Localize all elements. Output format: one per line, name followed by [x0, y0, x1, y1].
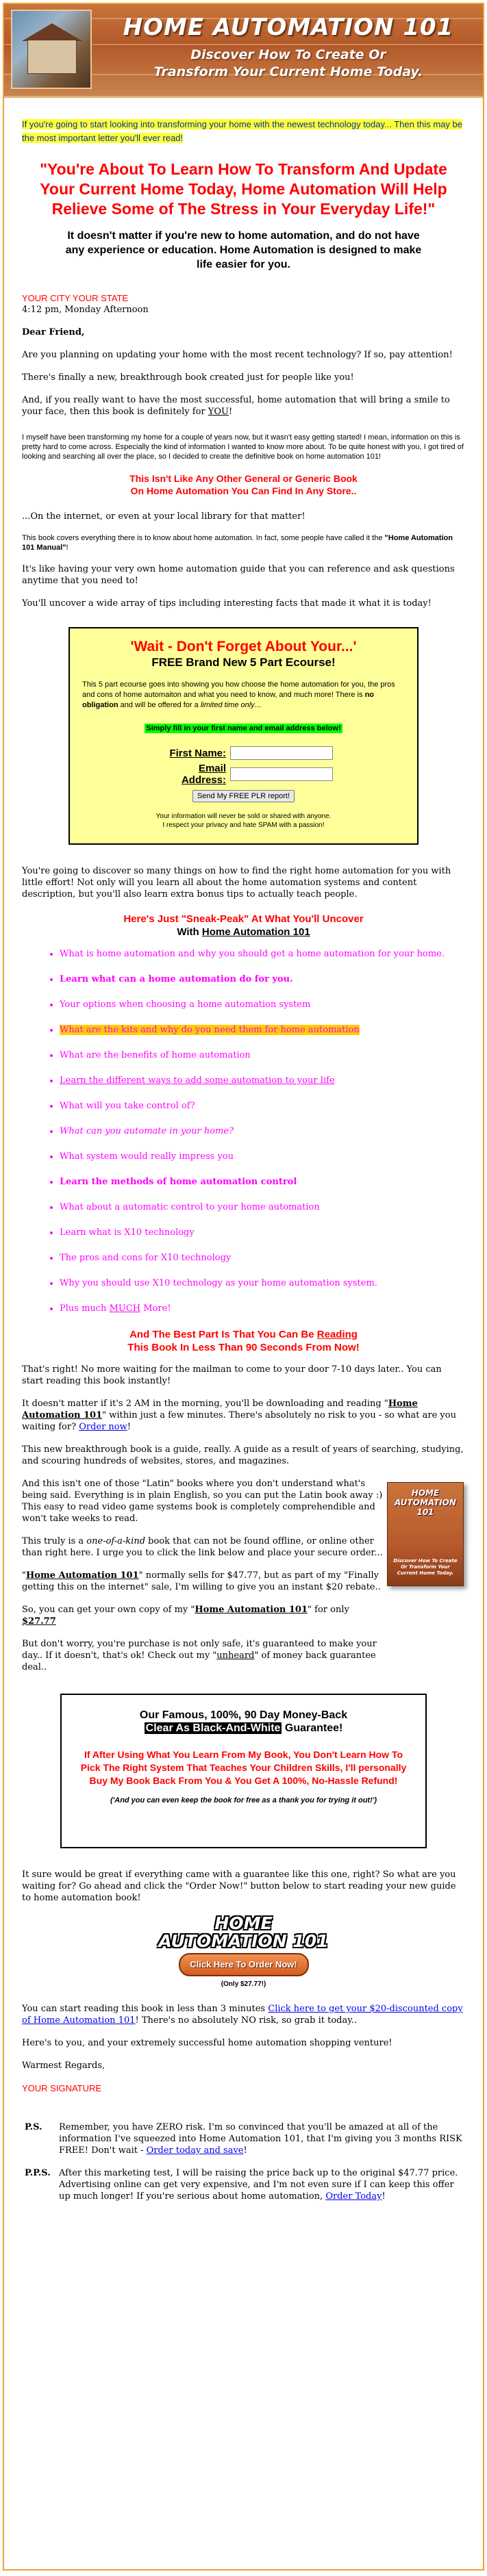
product-name: Home Automation 101: [25, 1570, 139, 1581]
paragraph: [22, 1535, 383, 1559]
product-name: Home Automation 101: [22, 1399, 418, 1420]
header-house-image: [11, 10, 92, 89]
pps-block: [22, 2167, 465, 2202]
paragraph: That's right! No more waiting for the mailman to come to your door 7-10 days later.. You can start reading this book instantly!: [22, 1364, 442, 1386]
ps-block: [22, 2121, 465, 2156]
text-span: But don't worry, you're purchase is not only safe, it's guaranteed to make your day.. If it doesn't, that's ok! Check out my ": [22, 1639, 377, 1661]
paragraph: It sure would be great if everything came with a guarantee like this one, right? So what are you waiting for? Go ahead and click the "Order Now!" button below to start reading your new guide to home automation book!: [22, 1870, 456, 1903]
text-span: With: [177, 926, 202, 938]
text-span: !: [243, 2145, 247, 2156]
email-row: [82, 763, 405, 786]
list-item: • Learn what is X10 technology: [60, 1227, 465, 1238]
intro-highlight: If you're going to start looking into transforming your home with the newest technology today... Then this may be the most important letter you'll ever read!: [22, 119, 462, 143]
text-span: Remember, you have ZERO risk. I'm so convinced that you'll be amazed at all of the information I've squeezed into Home Automation 101, that I'm giving you 3 months RISK FREE! Don't wait -: [59, 2122, 462, 2156]
text-span: !: [382, 2191, 386, 2202]
emphasis-you: YOU: [208, 407, 229, 417]
list-item-highlight: What are the kits and why do you need them for home automation: [60, 1025, 360, 1035]
paragraph: You're going to discover so many things on how to find the right home automation for you with little effort! Not only will you learn all about the home automation systems and content description, but you'll also learn extra bonus tips to actually teach people.: [22, 866, 451, 900]
guarantee-box: [60, 1694, 427, 1848]
first-name-row: [82, 746, 405, 760]
greeting: Dear Friend,: [22, 327, 85, 337]
not-like-heading: [22, 472, 465, 497]
paragraph: And this isn't one of those "Latin" books where you don't understand what's being said. Everything is in plain English, so you can put the Latin book away :) This easy to read video game systems book is completely comprehendible and won't take weeks to read.: [22, 1479, 383, 1524]
location: YOUR CITY YOUR STATE: [22, 293, 129, 303]
list-item: • Your options when choosing a home automation system: [60, 999, 465, 1010]
list-item: • Learn what can a home automation do for you.: [60, 973, 465, 985]
list-item: • What about a automatic control to your home automation: [60, 1201, 465, 1213]
sub-headline: It doesn't matter if you're new to home automation, and do not have any experience or education. Home Automation is designed to make life easier for you.: [65, 230, 422, 270]
list-item: [60, 1303, 465, 1314]
intro-block: [22, 117, 465, 144]
signature: YOUR SIGNATURE: [22, 2083, 102, 2093]
small-paragraph: [22, 533, 465, 552]
discount-order-link[interactable]: Click here to get your $20-discounted copy of Home Automation 101: [22, 2004, 463, 2026]
text-span: !: [66, 544, 68, 552]
header-banner: [4, 4, 483, 98]
not-like-line: On Home Automation You Can Find In Any Store..: [130, 485, 357, 496]
list-item: • Learn the methods of home automation control: [60, 1176, 465, 1188]
house-body-shape: [27, 40, 77, 74]
text-span: And The Best Part Is That You Can Be: [129, 1329, 317, 1340]
header-subtitle-line: Transform Your Current Home Today.: [153, 64, 423, 79]
privacy-line: I respect your privacy and hate SPAM with a passion!: [162, 821, 325, 829]
book-cover-tagline: Discover How To Create Or Transform Your Current Home Today.: [393, 1558, 458, 1576]
text-span: " normally sells for $47.77, but as part of my "Finally getting this on the internet" sale, I'm willing to give you an instant $20 rebate..: [22, 1570, 381, 1592]
text-span: " for only: [308, 1605, 349, 1615]
list-item: • What will you take control of?: [60, 1100, 465, 1112]
sneak-peek-line: [22, 926, 465, 939]
best-part-line: This Book In Less Than 90 Seconds From Now!: [127, 1342, 360, 1353]
main-headline: "You're About To Learn How To Transform And Update Your Current Home Today, Home Automation Will Help Relieve Some of The Stress in Your Everyday Life!": [40, 160, 447, 218]
text-span: This 5 part ecourse goes into showing you how choose the home automation for you, the pros and cons of home automaiton and what you need to know, and much more! There is: [82, 680, 395, 699]
first-name-label: First Name:: [169, 747, 226, 759]
text-span: !: [127, 1422, 131, 1432]
text-span: " of money back guarantee deal..: [22, 1650, 376, 1672]
text-span: This book covers everything there is to know about home automation. In fact, some people have called it the: [22, 534, 385, 542]
not-like-line: This Isn't Like Any Other General or Generic Book: [129, 473, 358, 484]
header-title: HOME AUTOMATION 101: [123, 14, 454, 41]
optin-cta: [82, 722, 405, 734]
emphasis: no obligation: [82, 691, 375, 709]
date-line: 4:12 pm, Monday Afternoon: [22, 305, 149, 315]
letter-body: [4, 98, 483, 2202]
email-label: Email Address:: [181, 763, 226, 786]
paragraph: [22, 1604, 383, 1627]
email-input[interactable]: [230, 767, 333, 781]
header-subtitle-line: Discover How To Create Or: [190, 47, 386, 62]
order-now-button[interactable]: Click Here To Order Now!: [179, 1953, 309, 1976]
best-part-heading: [22, 1328, 465, 1354]
order-title: AUTOMATION 101: [158, 1931, 329, 1951]
sneak-peek-heading: [22, 913, 465, 939]
book-cover-title: HOME AUTOMATION 101: [395, 1488, 456, 1517]
emphasis: one-of-a-kind: [86, 1536, 146, 1546]
emphasis: Reading: [316, 1329, 358, 1340]
optin-form-box: [68, 627, 419, 845]
text-span: And, if you really want to have the most successful, home automation that will bring a smile to your face, then this book is definitely for: [22, 395, 450, 417]
best-part-line: [22, 1328, 465, 1341]
order-block: [22, 1915, 465, 1988]
emphasis: unheard: [216, 1650, 255, 1661]
list-item: • The pros and cons for X10 technology: [60, 1252, 465, 1264]
paragraph: It's like having your very own home automation guide that you can reference and ask questions anytime that you need to!: [22, 564, 455, 586]
book-cover-image: [387, 1482, 464, 1586]
list-item: • What are the benefits of home automation: [60, 1049, 465, 1061]
text-span: " within just a few minutes. There's absolutely no risk to you - so what are you waiting for?: [22, 1410, 456, 1432]
text-span: It doesn't matter if it's 2 AM in the morning, you'll be downloading and reading ": [22, 1399, 388, 1409]
text-span: After this marketing test, I will be raising the price back up to the original $47.77 price. Advertising online can get very expensive, and I'm not even sure if I can keep this offer up much longer! If you're serious about home automation,: [59, 2168, 458, 2202]
book-nickname: "Home Automation 101 Manual": [22, 534, 453, 552]
list-item: • Learn the different ways to add some automation to your life: [60, 1075, 465, 1086]
text-span: Plus much: [60, 1303, 110, 1314]
paragraph: Are you planning on updating your home with the most recent technology? If so, pay attention!: [22, 350, 453, 360]
paragraph: Here's to you, and your extremely successful home automation shopping venture!: [22, 2038, 392, 2048]
text-span: book that can not be found offline, or online other than right here. I urge you to click the link below and place your secure order...: [22, 1536, 383, 1558]
paragraph: ...On the internet, or even at your local library for that matter!: [22, 511, 305, 522]
emphasis: MUCH: [109, 1303, 141, 1314]
first-name-input[interactable]: [230, 746, 333, 760]
ps-text: [59, 2121, 465, 2156]
list-item: [60, 1024, 465, 1036]
list-item: • What is home automation and why you should get a home automation for your home.: [60, 948, 465, 960]
regards: Warmest Regards,: [22, 2061, 105, 2071]
text-span: This truly is a: [22, 1536, 87, 1546]
small-paragraph: I myself have been transforming my home for a couple of years now, but it wasn't easy getting started! I mean, information on this is pretty hard to come across. Especially the kind of information I wanted to know more about. To be quite honest with you, I got tired of looking and searching all over the place, so I decided to create the definitive book on home automation 101!: [22, 433, 464, 461]
text-span: So, you can get your own copy of my ": [22, 1605, 195, 1615]
price: $27.77: [22, 1616, 56, 1627]
guarantee-title: [77, 1722, 410, 1735]
guarantee-note: ('And you can even keep the book for free as a thank you for trying it out!'): [110, 1796, 377, 1805]
privacy-line: Your information will never be sold or shared with anyone.: [155, 813, 332, 820]
paragraph: There's finally a new, breakthrough book created just for people like you!: [22, 372, 354, 383]
sneak-peek-line: Here's Just "Sneak-Peak" At What You'll Uncover: [123, 913, 364, 925]
paragraph: [22, 1398, 465, 1433]
pps-label: P.P.S.: [25, 2168, 51, 2178]
house-roof-shape: [22, 23, 82, 41]
guarantee-body: If After Using What You Learn From My Book, You Don't Learn How To Pick The Right System That Teaches Your Children Skills, I'll personally Buy My Book Back From You & You Get A 100%, No-Hassle Refund!: [80, 1749, 407, 1786]
optin-body: [82, 680, 405, 711]
send-report-button[interactable]: Send My FREE PLR report!: [192, 790, 295, 802]
optin-title: 'Wait - Don't Forget About Your...': [130, 639, 357, 654]
optin-subtitle: FREE Brand New 5 Part Ecourse!: [151, 656, 336, 669]
product-name: Home Automation 101: [195, 1605, 308, 1615]
emphasis: limited time only: [200, 701, 255, 709]
text-span: ! There's no absolutely NO risk, so grab it today..: [135, 2015, 358, 2026]
guarantee-highlight: Clear As Black-And-White: [145, 1722, 281, 1734]
paragraph: This new breakthrough book is a guide, really. A guide as a result of years of searching, studying, and scouring hundreds of websites, stores, and magazines.: [22, 1444, 464, 1466]
ps-label: P.S.: [25, 2122, 42, 2132]
text-span: ...: [254, 701, 261, 709]
order-now-link[interactable]: Order now: [79, 1422, 127, 1432]
order-title: HOME: [214, 1913, 273, 1933]
paragraph: [22, 1638, 383, 1673]
order-today-link[interactable]: Order Today: [325, 2191, 382, 2202]
list-item: • Why you should use X10 technology as your home automation system.: [60, 1277, 465, 1289]
book-section: [22, 1478, 465, 1673]
product-name: Home Automation 101: [201, 926, 310, 938]
text-span: You can start reading this book in less than 3 minutes: [22, 2004, 269, 2014]
benefit-list: [22, 948, 465, 1314]
sales-page: [3, 3, 484, 2571]
paragraph: "Home Automation 101" normally sells for $47.77, but as part of my "Finally getting this on the internet" sale, I'm willing to give you an instant $20 rebate..: [22, 1570, 381, 1592]
order-price: (Only $27.77!): [221, 1980, 266, 1988]
header-subtitle: [97, 47, 480, 81]
list-item: • What can you automate in your home?: [60, 1125, 465, 1137]
paragraph: You'll uncover a wide array of tips including interesting facts that made it what it is today!: [22, 598, 432, 609]
paragraph: [22, 2003, 465, 2026]
text-span: !: [228, 407, 233, 417]
text-span: More!: [140, 1303, 171, 1314]
list-item: • What system would really impress you: [60, 1151, 465, 1162]
pps-text: [59, 2167, 465, 2202]
order-today-save-link[interactable]: Order today and save: [146, 2145, 244, 2156]
guarantee-title: Our Famous, 100%, 90 Day Money-Back: [139, 1709, 348, 1721]
text-span: Guarantee!: [282, 1722, 343, 1734]
optin-cta-highlight: Simply fill in your first name and email address below!: [146, 724, 341, 732]
text-span: and will be offered for a: [118, 701, 201, 709]
paragraph: [22, 394, 465, 418]
privacy-note: [82, 812, 405, 830]
